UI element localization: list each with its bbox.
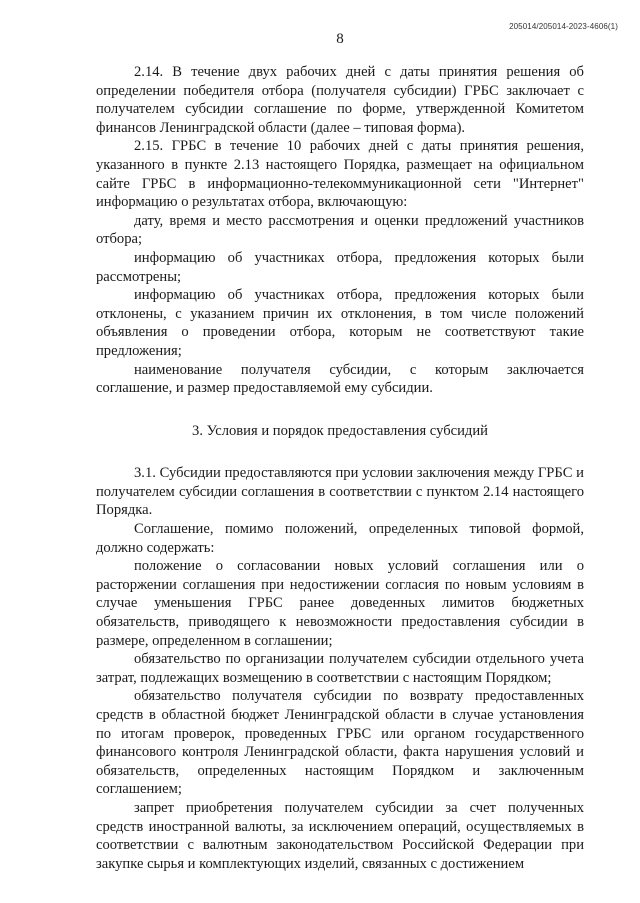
paragraph-2-15: 2.15. ГРБС в течение 10 рабочих дней с даты принятия решения, указанного в пункте 2.13 настоящего Порядка, размещает на официальном сайте ГРБС в информационно-телекоммуникационной сети "Интернет" информацию о результатах отбора, включающую: (96, 138, 584, 211)
document-body (96, 63, 584, 873)
list-item: информацию об участниках отбора, предложения которых были рассмотрены; (96, 249, 584, 285)
list-item: обязательство по организации получателем субсидии отдельного учета затрат, подлежащих возмещению в соответствии с настоящим Порядком; (96, 651, 584, 686)
list-item: дату, время и место рассмотрения и оценки предложений участников отбора; (96, 212, 584, 248)
list-item: информацию об участниках отбора, предложения которых были отклонены, с указанием причин их отклонения, в том числе положений объявления о проведении отбора, которым не соответствуют такие предложения; (96, 287, 584, 359)
document-id: 205014/205014-2023-4606(1) (509, 22, 618, 31)
paragraph-2-14: 2.14. В течение двух рабочих дней с даты принятия решения об определении победителя отбора (получателя субсидии) ГРБС заключает с получателем субсидии соглашение по форме, утвержденной Комитетом финансов Ленинградской области (далее – типовая форма). (96, 64, 584, 136)
paragraph: Соглашение, помимо положений, определенных типовой формой, должно содержать: (96, 521, 584, 556)
paragraph-3-1: 3.1. Субсидии предоставляются при условии заключения между ГРБС и получателем субсидии соглашения в соответствии с пунктом 2.14 настоящего Порядка. (96, 465, 584, 519)
section-heading: 3. Условия и порядок предоставления субсидий (192, 422, 488, 439)
list-item: запрет приобретения получателем субсидии за счет полученных средств иностранной валюты, за исключением операций, осуществляемых в соответствии с валютным законодательством Российской Федерации при закупке сырья и комплектующих изделий, связанных с достижением (96, 799, 584, 872)
list-item: положение о согласовании новых условий соглашения или о расторжении соглашения при недостижении согласия по новым условиям в случае уменьшения ГРБС ранее доведенных лимитов бюджетных обязательств, приводящего к невозможности предоставления субсидии в размере, определенном в соглашении; (96, 558, 584, 649)
list-item: обязательство получателя субсидии по возврату предоставленных средств в областной бюджет Ленинградской области в случае установления по итогам проверок, проведенных ГРБС или органом государственного финансового контроля Ленинградской области, факта нарушения условий и обязательств, определенных настоящим Порядком и заключенным соглашением; (96, 688, 584, 798)
page-number: 8 (336, 31, 344, 47)
list-item: наименование получателя субсидии, с которым заключается соглашение, и размер предоставляемой ему субсидии. (96, 361, 584, 397)
